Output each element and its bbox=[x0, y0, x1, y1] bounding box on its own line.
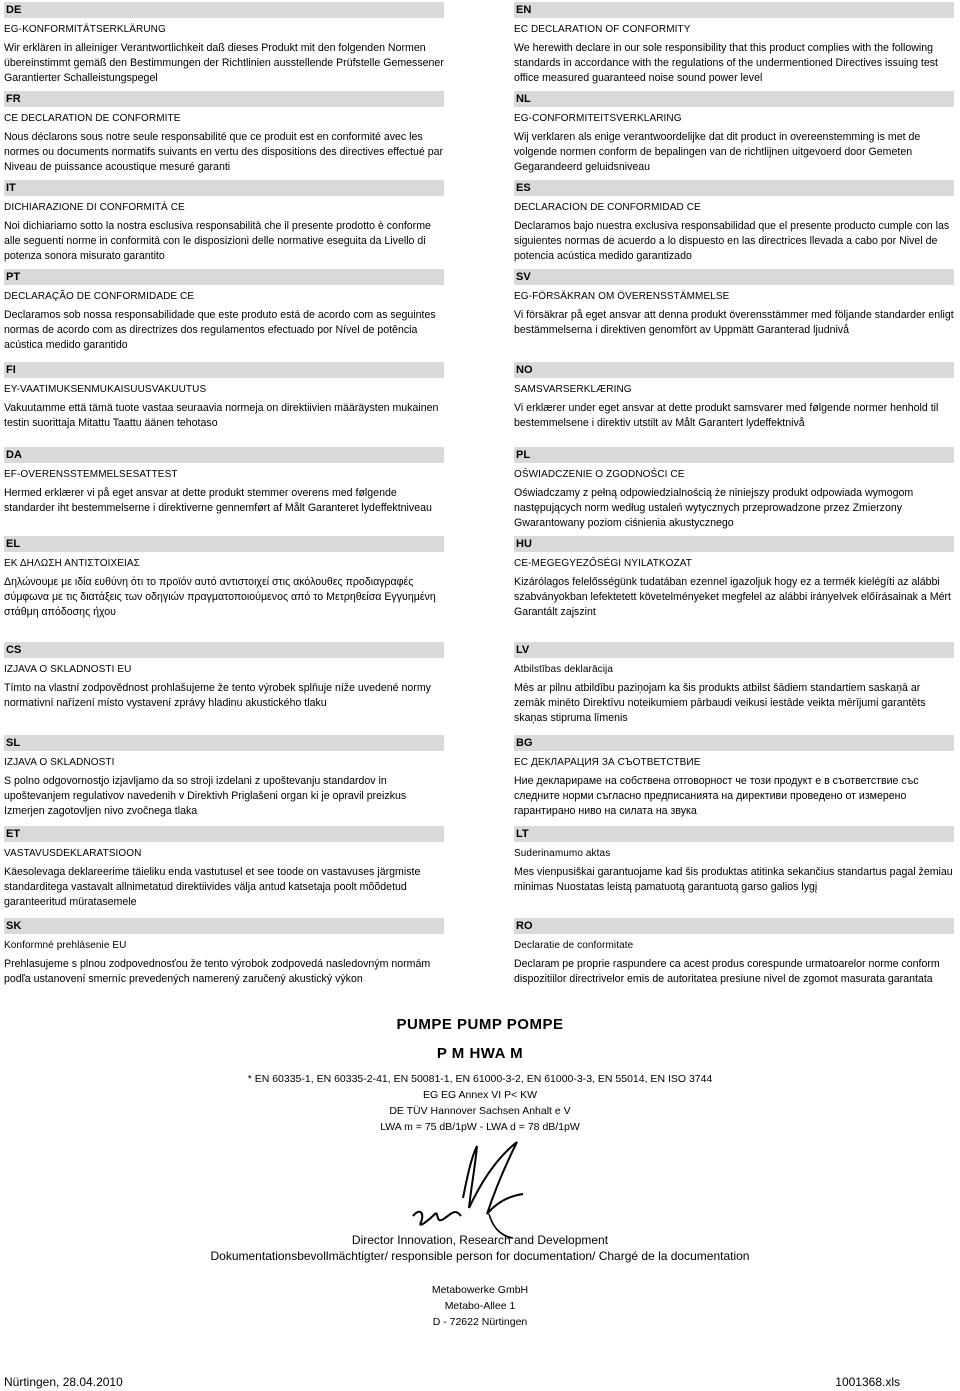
section-code: NL bbox=[514, 91, 954, 107]
directives-line: EG EG Annex VI P< KW bbox=[422, 1089, 538, 1101]
section-code: PT bbox=[4, 269, 444, 285]
section-text: Nous déclarons sous notre seule responsabilité que ce produit est en conformité avec les normes ou documents normatifs suivants en vertu des dispositions des directives effectué par Niveau de puissance acoustique mesuré garanti bbox=[4, 131, 444, 173]
section-title: DECLARAÇÃO DE CONFORMIDADE CE bbox=[4, 291, 195, 302]
standards-block bbox=[0, 1071, 960, 1135]
director-title: Director Innovation, Research and Development bbox=[351, 1233, 609, 1247]
section-title: EC DECLARATION OF CONFORMITY bbox=[514, 24, 691, 35]
section-text: Wij verklaren als enige verantwoordelijke dat dit product in overeenstemming is met de volgende normen conform de bepalingen van de richtlijnen uitgevoerd door Gemeten Gegarandeerd geluidsniveau bbox=[514, 131, 921, 173]
section-title: EG-FÖRSÄKRAN OM ÖVERENSSTÄMMELSE bbox=[514, 291, 730, 302]
section-title: ЕС ДЕКЛАРАЦИЯ ЗА СЪОТВЕТСТВИЕ bbox=[514, 757, 701, 768]
file-reference: 1001368.xls bbox=[835, 1375, 900, 1389]
section-title: EG-CONFORMITEITSVERKLARING bbox=[514, 113, 682, 124]
section-code: HU bbox=[514, 536, 954, 552]
section-code: RO bbox=[514, 918, 954, 934]
section-text: Ние декларираме на собствена отговорност че този продукт е в съответствие със следните норми съгласно предписанията на директиви проведено от измерено гарантирано ниво на силата на звука bbox=[514, 775, 919, 817]
section-da bbox=[4, 447, 444, 516]
section-pl bbox=[514, 447, 954, 531]
section-text: Declaramos sob nossa responsabilidade que este produto está de acordo com as seguintes normas de acordo com as directrizes dos regulamentos efectuado por Nível de potência acústica medido garantido bbox=[4, 309, 436, 351]
section-sk bbox=[4, 918, 444, 987]
section-code: EL bbox=[4, 536, 444, 552]
section-code: SL bbox=[4, 735, 444, 751]
company-address bbox=[0, 1282, 960, 1330]
section-title: VASTAVUSDEKLARATSIOON bbox=[4, 848, 142, 859]
company-name: Metabowerke GmbH bbox=[431, 1284, 529, 1296]
section-title: EG-KONFORMITÄTSERKLÄRUNG bbox=[4, 24, 166, 35]
signatory-block bbox=[0, 1232, 960, 1264]
section-code: DA bbox=[4, 447, 444, 463]
product-line: PUMPE PUMP POMPE bbox=[396, 1016, 564, 1033]
section-text: Hermed erklærer vi på eget ansvar at dette produkt stemmer overens med følgende standarder iht bestemmelserne i direktiverne gennemført af Målt Garanteret lydeffektniveau bbox=[4, 487, 432, 514]
section-it bbox=[4, 180, 444, 264]
section-hu bbox=[514, 536, 954, 620]
section-title: IZJAVA O SKLADNOSTI EU bbox=[4, 664, 132, 675]
section-sl bbox=[4, 735, 444, 819]
section-text: Declaram pe proprie raspundere ca acest produs corespunde urmatoarelor norme conform dispozitiilor directrivelor emis de autoritatea presiune nivel de zgomot masurata garantata bbox=[514, 958, 940, 985]
section-title: EY-VAATIMUKSENMUKAISUUSVAKUUTUS bbox=[4, 384, 207, 395]
place-date: Nürtingen, 28.04.2010 bbox=[4, 1375, 123, 1389]
test-office-line: DE TÜV Hannover Sachsen Anhalt e V bbox=[389, 1105, 571, 1117]
section-lt bbox=[514, 826, 954, 895]
section-title: SAMSVARSERKLÆRING bbox=[514, 384, 632, 395]
section-title: Declaratie de conformitate bbox=[514, 940, 634, 951]
section-de bbox=[4, 2, 444, 86]
section-code: SK bbox=[4, 918, 444, 934]
section-no bbox=[514, 362, 954, 431]
section-fi bbox=[4, 362, 444, 431]
section-text: Kizárólagos felelősségünk tudatában ezennel igazoljuk hogy ez a termék kielégíti az alábbi szabványokban lefektetett követelményeket megfelel az alábbi irányelvek előírásainak a Mért Garantált zajszint bbox=[514, 576, 951, 618]
section-code: SV bbox=[514, 269, 954, 285]
section-title: ΕΚ ΔΗΛΩΣΗ ΑΝΤΙΣΤΟΙΧΕΙΑΣ bbox=[4, 558, 140, 569]
section-title: Suderinamumo aktas bbox=[514, 848, 611, 859]
section-text: Vi erklærer under eget ansvar at dette produkt samsvarer med følgende normer henhold til bestemmelsene i direktiv utstilt av Målt Garantert lydeffektnivå bbox=[514, 402, 939, 429]
company-city: D - 72622 Nürtingen bbox=[432, 1316, 528, 1328]
section-code: EN bbox=[514, 2, 954, 18]
section-title: Konformné prehlásenie EU bbox=[4, 940, 127, 951]
section-text: Mēs ar pilnu atbildību paziņojam ka šis produkts atbilst šādiem standartiem saskaņā ar zemāk minēto Direktīvu noteikumiem pārbaudi veikusi iestāde veikta mērījumi garantēts skaņas stipruma līmenis bbox=[514, 682, 926, 724]
section-title: DECLARACION DE CONFORMIDAD CE bbox=[514, 202, 701, 213]
section-text: Wir erklären in alleiniger Verantwortlichkeit daß dieses Produkt mit den folgenden Normen übereinstimmt gemäß den Bestimmungen der Richtlinien ausstellende Prüfstelle Gemessener Garantierter Schalleistungspegel bbox=[4, 42, 444, 84]
section-ro bbox=[514, 918, 954, 987]
section-fr bbox=[4, 91, 444, 175]
section-text: S polno odgovornostjo izjavljamo da so stroji izdelani z upoštevanju standardov in upoštevanjem regulativov navedenih v Direktivh Priglašeni organ ki je opravil preizkus Izmerjen zagotovljen nivo zvočnega tlaka bbox=[4, 775, 407, 817]
section-text: Oświadczamy z pełną odpowiedzialnością że niniejszy produkt odpowiada wymogom następujących norm według ustaleń wytycznych przeprowadzone przez Zmierzony Gwarantowany poziom ciśnienia akustycznego bbox=[514, 487, 914, 529]
section-es bbox=[514, 180, 954, 264]
section-code: LT bbox=[514, 826, 954, 842]
section-text: Noi dichiariamo sotto la nostra esclusiva responsabilità che il presente prodotto è conforme alle seguenti norme in conformità con le disposizioni delle normative eseguita da Livello di potenza sonora misurato garantito bbox=[4, 220, 431, 262]
section-code: CS bbox=[4, 642, 444, 658]
section-code: ES bbox=[514, 180, 954, 196]
section-text: Vakuutamme että tämä tuote vastaa seuraavia normeja on direktiivien määräysten mukainen testin suorittaja Mitattu Taattu äänen tehotaso bbox=[4, 402, 439, 429]
section-bg bbox=[514, 735, 954, 819]
responsible-title: Dokumentationsbevollmächtigter/ responsible person for documentation/ Chargé de la documentation bbox=[210, 1249, 750, 1263]
section-text: Declaramos bajo nuestra exclusiva responsabilidad que el presente producto cumple con las siguientes normas de acuerdo a lo dispuesto en las directrices llevada a cabo por Nivel de potencia acústica medido garantizado bbox=[514, 220, 950, 262]
noise-level-line: LWA m = 75 dB/1pW - LWA d = 78 dB/1pW bbox=[380, 1121, 580, 1133]
section-nl bbox=[514, 91, 954, 175]
company-street: Metabo-Allee 1 bbox=[444, 1300, 516, 1312]
section-title: Atbilstības deklarācija bbox=[514, 664, 614, 675]
section-en bbox=[514, 2, 954, 86]
section-code: FI bbox=[4, 362, 444, 378]
section-title: CE DECLARATION DE CONFORMITE bbox=[4, 113, 181, 124]
section-text: We herewith declare in our sole responsibility that this product complies with the following standards in accordance with the regulations of the undermentioned Directives issuing test office measured guaranteed noise sound power level bbox=[514, 42, 938, 84]
section-title: DICHIARAZIONE DI CONFORMITÀ CE bbox=[4, 202, 185, 213]
section-title: EF-OVERENSSTEMMELSESATTEST bbox=[4, 469, 178, 480]
section-code: DE bbox=[4, 2, 444, 18]
section-code: PL bbox=[514, 447, 954, 463]
section-code: ET bbox=[4, 826, 444, 842]
standards-line: * EN 60335-1, EN 60335-2-41, EN 50081-1, EN 61000-3-2, EN 61000-3-3, EN 55014, EN ISO 3744 bbox=[247, 1073, 713, 1085]
section-title: OŚWIADCZENIE O ZGODNOŚCI CE bbox=[514, 469, 685, 480]
section-title: IZJAVA O SKLADNOSTI bbox=[4, 757, 115, 768]
section-code: NO bbox=[514, 362, 954, 378]
section-sv bbox=[514, 269, 954, 338]
section-cs bbox=[4, 642, 444, 711]
section-el bbox=[4, 536, 444, 620]
section-text: Vi försäkrar på eget ansvar att denna produkt överensstämmer med följande standarder enligt bestämmelserna i direktiven genomfört av Uppmätt Garanterad ljudnivå bbox=[514, 309, 954, 336]
section-code: FR bbox=[4, 91, 444, 107]
section-code: LV bbox=[514, 642, 954, 658]
section-lv bbox=[514, 642, 954, 726]
section-text: Δηλώνουμε με ιδία ευθύνη ότι το προϊόν αυτό αντιστοιχεί στις ακόλουθες προδιαγραφές σύμφωνα με τις διατάξεις των οδηγιών πραγματοποιούμενος από το Μετρηθείσα Εγγυημένη στάθμη απόδοσης ήχου bbox=[4, 576, 436, 618]
section-pt bbox=[4, 269, 444, 353]
section-et bbox=[4, 826, 444, 910]
section-text: Prehlasujeme s plnou zodpovednosťou že tento výrobok zodpovedá nasledovným normám podľa ustanovení smerníc prevedených namerený zaručený akustický výkon bbox=[4, 958, 431, 985]
model-line: P M HWA M bbox=[436, 1045, 524, 1062]
section-text: Mes vienpusiškai garantuojame kad šis produktas atitinka sekančius standartus pagal žemiau minimas Nuostatas leistą pamatuotą garantuotą garso galios lygį bbox=[514, 866, 953, 893]
section-text: Tímto na vlastní zodpovědnost prohlašujeme že tento výrobek splňuje níže uvedené normy normativní nařízení místo vystavení zprávy hladinu akustického tlaku bbox=[4, 682, 431, 709]
section-code: IT bbox=[4, 180, 444, 196]
section-title: CE-MEGEGYEZŐSÉGI NYILATKOZAT bbox=[514, 558, 693, 569]
section-text: Käesolevaga deklareerime täieliku enda vastutusel et see toode on vastavuses järgmiste standarditega vastavalt allnimetatud direktiivides välja antud katsetaja poolt mõõdetud garanteeritud müratasemele bbox=[4, 866, 421, 908]
section-code: BG bbox=[514, 735, 954, 751]
